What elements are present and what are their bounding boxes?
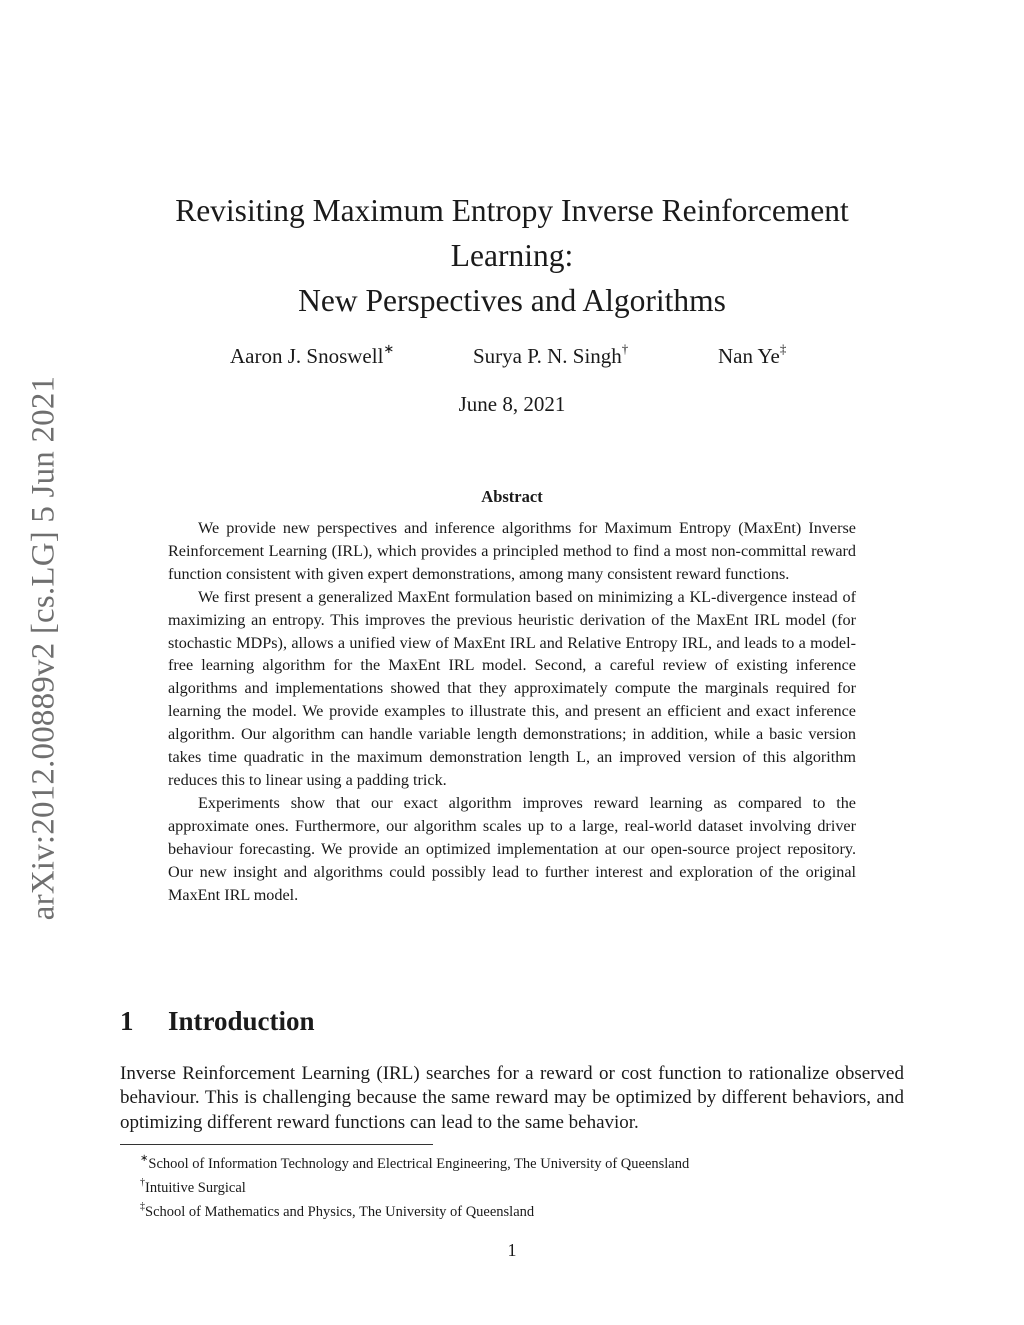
abstract-heading: Abstract — [481, 487, 543, 506]
abstract-paragraph: We provide new perspectives and inference algorithms for Maximum Entropy (MaxEnt) Inverse Reinforcement Learning (IRL), which provides a principled method to find a most non-committal reward function consistent with given expert demonstrations, among many consistent reward functions. — [168, 519, 856, 583]
author-list — [0, 343, 1024, 373]
author-name: Surya P. N. Singh — [473, 344, 622, 368]
abstract-paragraph: We first present a generalized MaxEnt formulation based on minimizing a KL-divergence instead of maximizing an entropy. This improves the previous heuristic derivation of the MaxEnt IRL model (for stochastic MDPs), allows a unified view of MaxEnt IRL and Relative Entropy IRL, and leads to a model-free learning algorithm for the MaxEnt IRL model. Second, a careful review of existing inference algorithms and implementations showed that they approximately compute the marginals required for learning the model. We provide examples to illustrate this, and present an efficient and exact inference algorithm. Our algorithm can handle variable length demonstrations; in addition, while a basic version takes time quadratic in the maximum demonstration length L, an improved version of this algorithm reduces this to linear using a padding trick. — [168, 587, 856, 789]
footnote-mark: † — [140, 1176, 145, 1188]
section-number: 1 — [120, 1006, 134, 1036]
footnote — [140, 1174, 900, 1198]
footnote-mark: ‡ — [140, 1200, 145, 1212]
footnote-divider — [120, 1144, 433, 1145]
footnote-text: School of Information Technology and Electrical Engineering, The University of Queensland — [148, 1155, 690, 1172]
author-affiliation-mark: † — [621, 341, 629, 356]
section-title: Introduction — [168, 1006, 315, 1036]
title-line: Revisiting Maximum Entropy Inverse Reinforcement — [175, 193, 849, 228]
section-heading — [120, 1006, 315, 1037]
author-name: Nan Ye — [718, 344, 780, 368]
publication-date: June 8, 2021 — [458, 392, 566, 416]
author — [718, 343, 786, 369]
arxiv-identifier-text: arXiv:2012.00889v2 [cs.LG] 5 Jun 2021 — [25, 375, 62, 921]
author-affiliation-mark: ∗ — [383, 341, 395, 356]
footnote — [140, 1198, 900, 1222]
author-name: Aaron J. Snoswell — [230, 344, 384, 368]
author — [230, 343, 394, 369]
title-line: Learning: — [450, 238, 574, 273]
footnote-mark: ∗ — [140, 1153, 149, 1164]
author-affiliation-mark: ‡ — [779, 341, 787, 356]
footnote — [140, 1150, 900, 1174]
introduction-paragraph: Inverse Reinforcement Learning (IRL) searches for a reward or cost function to rationalize observed behaviour. This is challenging because the same reward may be optimized by different behaviors, and optimizing different reward functions can lead to the same behavior. — [120, 1063, 904, 1133]
author — [473, 343, 628, 369]
footnote-text: Intuitive Surgical — [145, 1179, 246, 1196]
title-line: New Perspectives and Algorithms — [298, 283, 726, 318]
paper-title — [120, 188, 904, 323]
abstract-body — [168, 517, 856, 906]
footnotes — [140, 1150, 900, 1221]
footnote-text: School of Mathematics and Physics, The University of Queensland — [145, 1203, 535, 1220]
abstract-paragraph: Experiments show that our exact algorithm improves reward learning as compared to the approximate ones. Furthermore, our algorithm scales up to a large, real-world dataset involving driver behaviour forecasting. We provide an optimized implementation at our open-source project repository. Our new insight and algorithms could possibly lead to further interest and exploration of the original MaxEnt IRL model. — [168, 793, 856, 904]
page-number: 1 — [507, 1240, 517, 1260]
